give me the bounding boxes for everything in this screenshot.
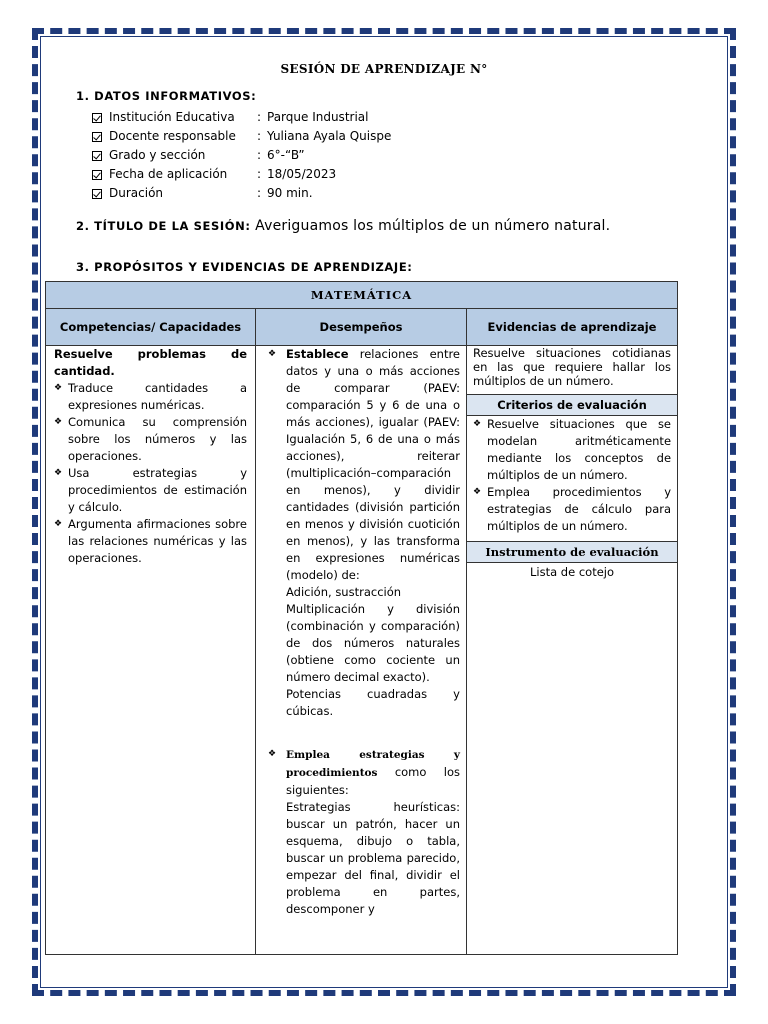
criterios-list (467, 416, 677, 535)
datos-informativos-list (92, 108, 391, 203)
evidencia-text: Resuelve situaciones cotidianas en las que requiere hallar los múltiplos de un número. (473, 346, 672, 388)
checkbox-checked-icon (92, 132, 102, 142)
area-header: MATEMÁTICA (46, 282, 678, 309)
criterios-heading: Criterios de evaluación (467, 394, 677, 416)
capacidad-item: ❖ Comunica su comprensión sobre los números y las operaciones. (54, 414, 247, 465)
info-row (92, 127, 391, 146)
desempeno-text: como los siguientes: (286, 765, 460, 797)
desempeno-line: Estrategias heurísticas: buscar un patrón, hacer un esquema, dibujo o tabla, buscar un problema parecido, empezar del final, dividir el problema en partes, descomponer y (286, 800, 460, 916)
info-label: Grado y sección (109, 148, 206, 162)
section-2 (76, 218, 610, 234)
desempeno-line: Adición, sustracción (286, 585, 402, 599)
session-title: Averiguamos los múltiplos de un número natural. (255, 218, 611, 234)
capacidad-item: ❖ Usa estrategias y procedimientos de estimación y cálculo. (54, 465, 247, 516)
desempeno-keyword: Establece (286, 347, 349, 361)
info-separator: : (257, 167, 262, 181)
column-header-desempenos: Desempeños (256, 309, 467, 346)
info-separator: : (257, 110, 262, 124)
info-row (92, 108, 391, 127)
competencia-title-line1: Resuelve problemas de (54, 347, 247, 361)
info-row (92, 146, 391, 165)
info-separator: : (257, 148, 262, 162)
column-header-evidencias: Evidencias de aprendizaje (467, 309, 678, 346)
column-header-competencias: Competencias/ Capacidades (46, 309, 256, 346)
page-title: SESIÓN DE APRENDIZAJE N° (280, 62, 488, 76)
info-row (92, 184, 391, 203)
section-1-heading: 1. DATOS INFORMATIVOS: (76, 89, 257, 103)
info-value: 90 min. (267, 186, 313, 200)
desempeno-line: Potencias cuadradas y cúbicas. (286, 687, 460, 718)
info-separator: : (257, 186, 262, 200)
section-3-heading: 3. PROPÓSITOS Y EVIDENCIAS DE APRENDIZAJE: (76, 260, 413, 274)
spacer (264, 720, 460, 746)
desempenos-cell (256, 346, 467, 955)
criterio-item: ❖ Emplea procedimientos y estrategias de cálculo para múltiplos de un número. (473, 484, 671, 535)
info-label: Fecha de aplicación (109, 167, 228, 181)
instrumento-heading: Instrumento de evaluación (467, 541, 677, 563)
checkbox-checked-icon (92, 151, 102, 161)
capacidad-item: ❖ Argumenta afirmaciones sobre las relaciones numéricas y las operaciones. (54, 516, 247, 567)
info-value: Yuliana Ayala Quispe (267, 129, 392, 143)
criterio-item: ❖ Resuelve situaciones que se modelan aritméticamente mediante los conceptos de múltiplos de un número. (473, 416, 671, 484)
desempeno-item (264, 346, 460, 584)
instrumento-value: Lista de cotejo (530, 565, 615, 579)
checkbox-checked-icon (92, 189, 102, 199)
competencia-title-line2: cantidad. (54, 364, 115, 378)
info-row (92, 165, 391, 184)
capacidad-item: ❖ Traduce cantidades a expresiones numéricas. (54, 380, 247, 414)
checkbox-checked-icon (92, 113, 102, 123)
info-label: Institución Educativa (109, 110, 235, 124)
desempeno-keyword: Emplea estrategias y procedimientos (286, 749, 460, 779)
desempeno-line: Multiplicación y división (combinación y comparación) de dos números naturales (obtiene como cociente un número decimal exacto). (286, 602, 460, 684)
info-value: 6°-“B” (267, 148, 305, 162)
desempeno-text: relaciones entre datos y una o más acciones de comparar (PAEV: comparación 5 y 6 de una o más acciones), igualar (PAEV: Igualación 5, 6 de una o más acciones), reiterar (multiplicación–comparación en menos), y dividir cantidades (división partición en menos y división cuotición en menos), y las transforma en expresiones numéricas (modelo) de: (286, 347, 460, 582)
info-label: Duración (109, 186, 164, 200)
info-label: Docente responsable (109, 129, 236, 143)
competencias-cell (46, 346, 256, 955)
evidencias-cell (467, 346, 678, 955)
info-value: Parque Industrial (267, 110, 369, 124)
checkbox-checked-icon (92, 170, 102, 180)
info-value: 18/05/2023 (267, 167, 337, 181)
learning-purposes-table (45, 281, 678, 955)
info-separator: : (257, 129, 262, 143)
section-2-heading: 2. TÍTULO DE LA SESIÓN: (76, 219, 251, 233)
desempeno-item (264, 746, 460, 799)
